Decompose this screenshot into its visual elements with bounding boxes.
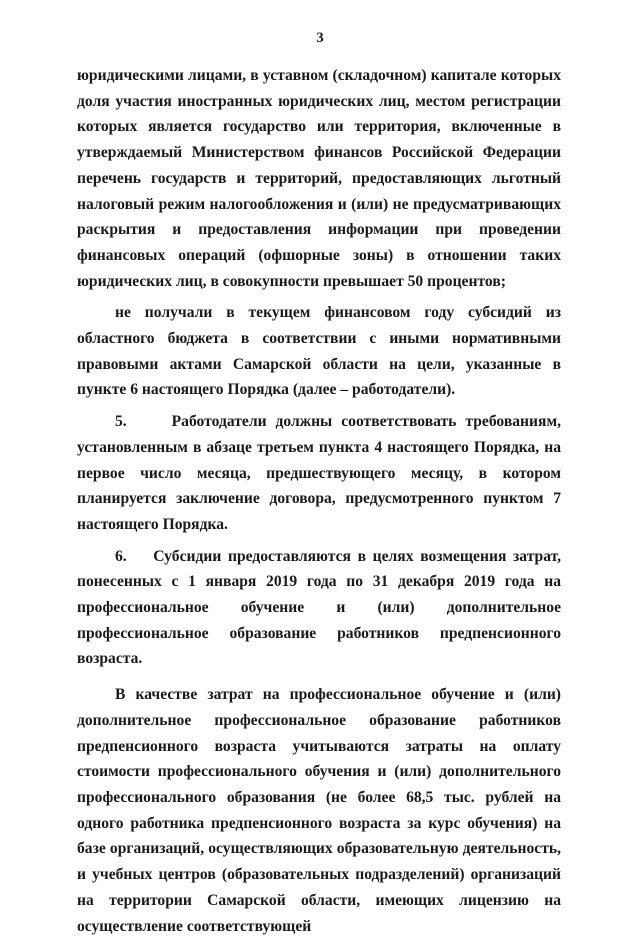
paragraph-costs: В качестве затрат на профессиональное обучение и (или) дополнительное профессиональное образование работников предпенсионного возраста учитываются затраты на оплату стоимости профессионального обучения и (или) дополнительного профессионального образования (не более 68,5 тыс. рублей на одного работника предпенсионного возраста за курс обучения) на базе организаций, осуществляющих образовательную деятельность, и учебных центров (образовательных подразделений) организаций на территории Самарской области, имеющих лицензию на осуществление соответствующей — [77, 686, 561, 935]
paragraph-clause-6: 6. Субсидии предоставляются в целях возмещения затрат, понесенных с 1 января 2019 года по 31 декабря 2019 года на профессиональное обучение и (или) дополнительное профессиональное образование работников предпенсионного возраста. — [77, 547, 561, 668]
paragraph-offshore-condition: юридическими лицами, в уставном (складочном) капитале которых доля участия иностранных юридических лиц, местом регистрации которых является государство или территория, включенные в утверждаемый Министерством финансов Российской Федерации перечень государств и территорий, предоставляющих льготный налоговый режим налогообложения и (или) не предусматривающих раскрытия и предоставления информации при проведении финансовых операций (офшорные зоны) в отношении таких юридических лиц, в совокупности превышает 50 процентов; — [77, 67, 561, 290]
paragraph-no-subsidies: не получали в текущем финансовом году субсидий из областного бюджета в соответствии с иными нормативными правовыми актами Самарской области на цели, указанные в пункте 6 настоящего Порядка (далее – работодатели). — [77, 304, 561, 399]
paragraph-clause-5: 5. Работодатели должны соответствовать требованиям, установленным в абзаце третьем пункта 4 настоящего Порядка, на первое число месяца, предшествующего месяцу, в котором планируется заключение договора, предусмотренного пунктом 7 настоящего Порядка. — [77, 413, 561, 533]
document-body — [77, 63, 561, 939]
page-number: 3 — [316, 30, 324, 46]
